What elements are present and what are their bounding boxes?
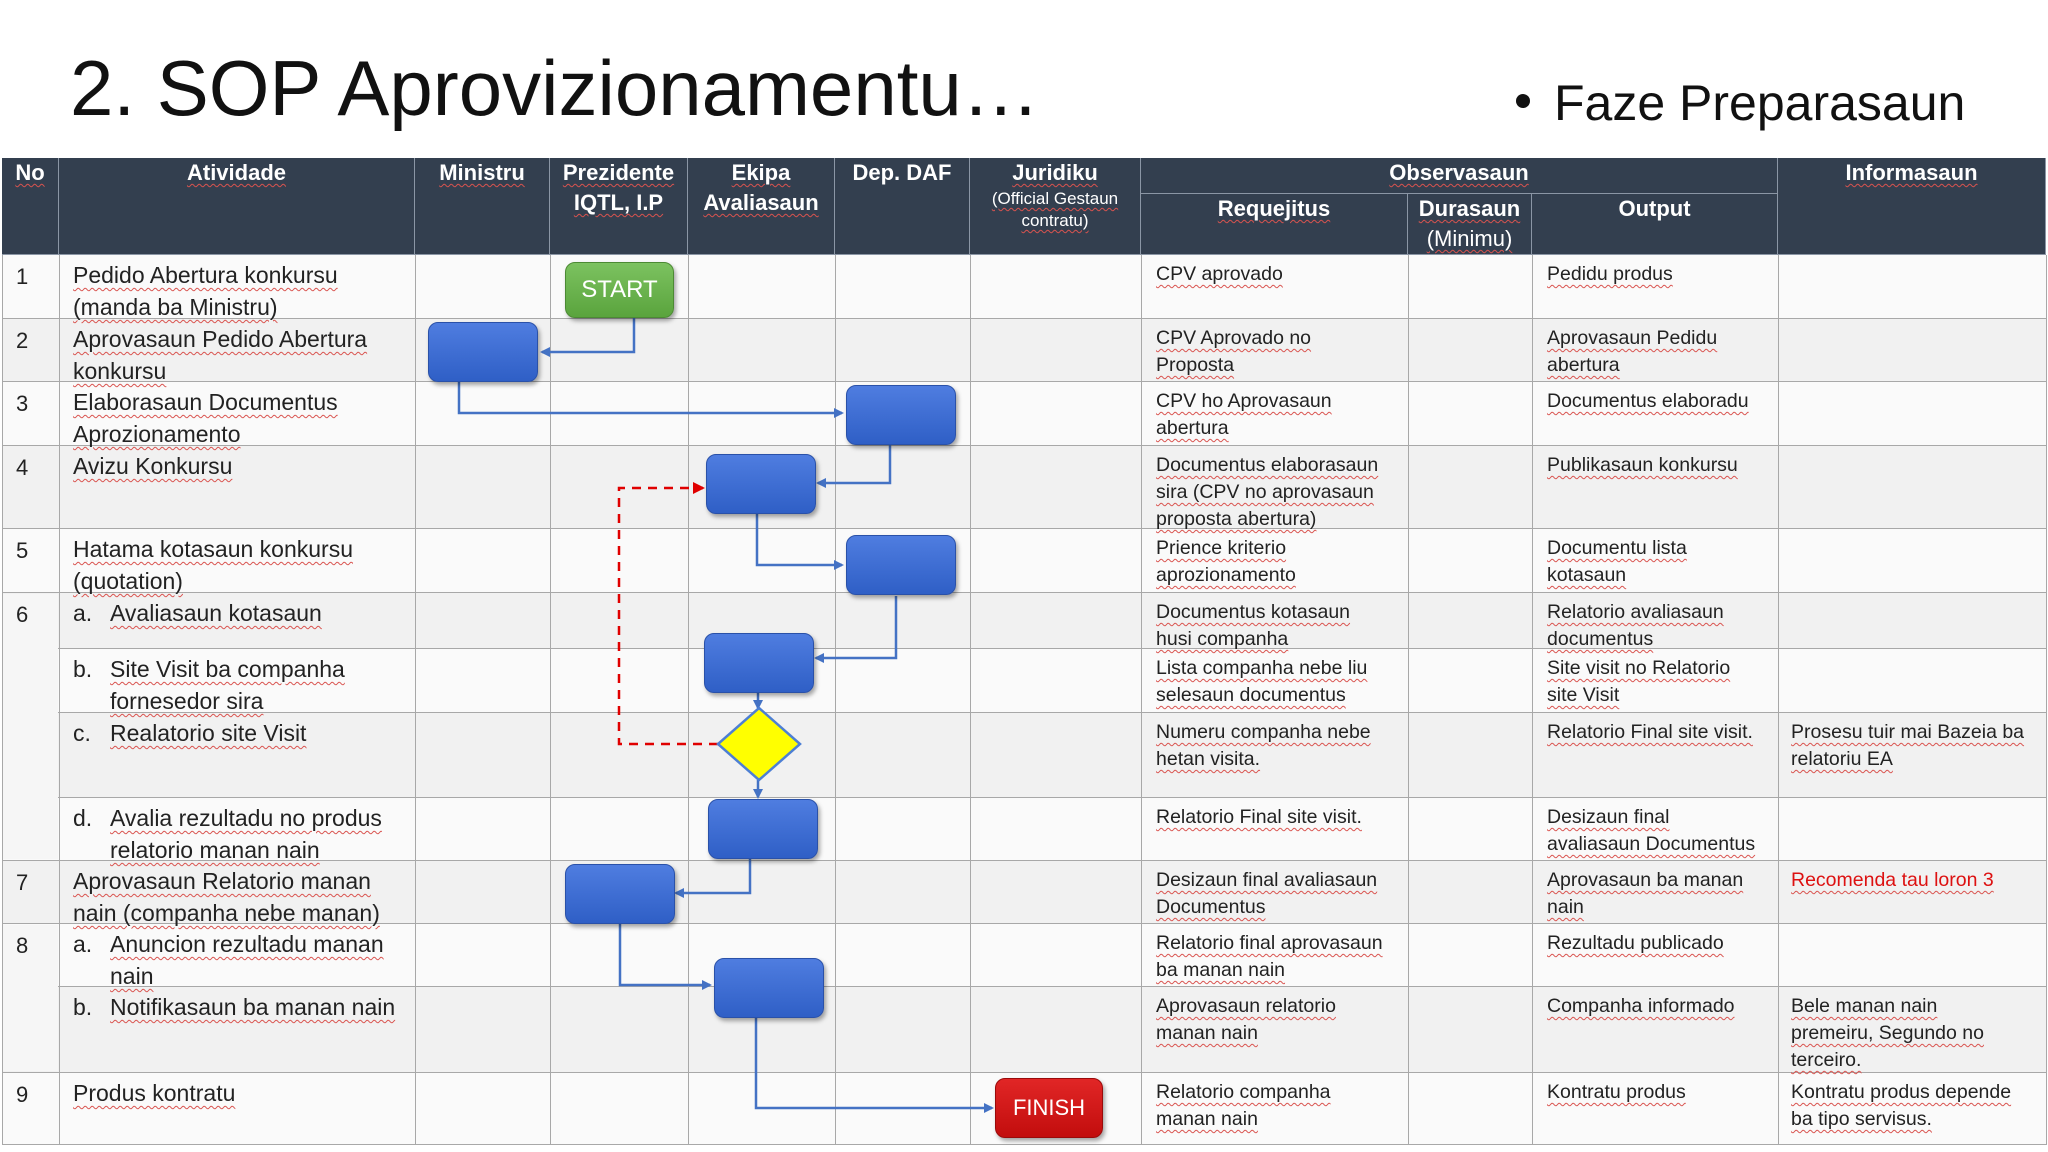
output-text bbox=[1547, 261, 1673, 288]
header-ministru bbox=[415, 158, 550, 255]
activity-text-line: Avaliasaun kotasaun bbox=[110, 600, 322, 626]
grid-line bbox=[2046, 255, 2047, 1145]
output-text bbox=[1547, 535, 1687, 589]
requejitus-text-line: aprozionamento bbox=[1156, 564, 1296, 586]
process-box-avaliasaun bbox=[704, 633, 814, 693]
finish-box: FINISH bbox=[995, 1078, 1103, 1138]
output-text bbox=[1547, 867, 1743, 921]
header-dep-daf bbox=[835, 158, 970, 255]
row-sub-index bbox=[73, 717, 91, 749]
activity-text-line: Pedido Abertura konkursu bbox=[73, 262, 338, 288]
output-text-line: Relatorio Final site visit. bbox=[1547, 721, 1753, 743]
activity-text-line: Site Visit ba companha bbox=[110, 656, 345, 682]
grid-line bbox=[59, 255, 60, 1145]
informasaun-text-line: Bele manan nain bbox=[1791, 995, 1938, 1017]
output-text-line: Companha informado bbox=[1547, 995, 1735, 1017]
output-text bbox=[1547, 655, 1730, 709]
row-number-line: 2 bbox=[16, 328, 29, 353]
requejitus-text bbox=[1156, 1079, 1331, 1133]
activity-text bbox=[110, 717, 306, 749]
row-number-line: 1 bbox=[16, 264, 29, 289]
row-number bbox=[16, 390, 28, 418]
output-text-line: avaliasaun Documentus bbox=[1547, 833, 1756, 855]
activity-text bbox=[73, 1077, 235, 1109]
process-box-hatama-kotasaun bbox=[846, 535, 956, 595]
informasaun-text-line: terceiro. bbox=[1791, 1049, 1862, 1071]
requejitus-text bbox=[1156, 452, 1378, 533]
row-sub-index bbox=[73, 991, 92, 1023]
activity-text-line: Aprozionamento bbox=[73, 421, 241, 447]
output-text-line: documentus bbox=[1547, 628, 1654, 650]
informasaun-text bbox=[1791, 1079, 2011, 1133]
process-box-aprovasaun-pedido bbox=[428, 322, 538, 382]
row-number-line: 3 bbox=[16, 391, 29, 416]
row-number-line: 7 bbox=[16, 870, 29, 895]
row-number bbox=[16, 454, 28, 482]
requejitus-text-line: manan nain bbox=[1156, 1108, 1258, 1130]
activity-text bbox=[73, 323, 367, 387]
requejitus-text-line: Proposta bbox=[1156, 354, 1235, 376]
requejitus-text bbox=[1156, 930, 1383, 984]
row-number bbox=[16, 537, 28, 565]
header-juridiku-label: Juridiku bbox=[1012, 160, 1098, 185]
header-durasaun-line2: (Minimu) bbox=[1426, 226, 1513, 251]
requejitus-text bbox=[1156, 993, 1336, 1047]
activity-text-line: Notifikasaun ba manan nain bbox=[110, 994, 396, 1020]
requejitus-text-line: Lista companha nebe liu bbox=[1156, 657, 1368, 679]
activity-text-line: nain (companha nebe manan) bbox=[73, 900, 380, 926]
activity-text-line: (manda ba Ministru) bbox=[73, 294, 278, 320]
header-dep-daf-label: Dep. DAF bbox=[852, 160, 952, 185]
output-text-line: Documentus elaboradu bbox=[1547, 390, 1749, 412]
informasaun-text bbox=[1791, 719, 2024, 773]
output-text-line: Aprovasaun ba manan bbox=[1547, 869, 1744, 891]
activity-text-line: Avalia rezultadu no produs bbox=[110, 805, 382, 831]
requejitus-text-line: Relatorio final aprovasaun bbox=[1156, 932, 1383, 954]
header-ekipa-line2: Avaliasaun bbox=[703, 190, 819, 215]
row-number-line: 4 bbox=[16, 455, 29, 480]
requejitus-text-line: selesaun documentus bbox=[1156, 684, 1346, 706]
activity-text-line: Realatorio site Visit bbox=[110, 720, 307, 746]
row-sub-index-line: a. bbox=[73, 600, 93, 626]
header-juridiku-sub: (Official Gestaun contratu) bbox=[991, 189, 1119, 230]
bullet-dot bbox=[1516, 94, 1530, 108]
row-number-line: 6 bbox=[16, 602, 29, 627]
requejitus-text-line: CPV Aprovado no bbox=[1156, 327, 1312, 349]
activity-text bbox=[110, 597, 322, 629]
header-no bbox=[2, 158, 59, 255]
requejitus-text-line: abertura bbox=[1156, 417, 1229, 439]
row-sub-index bbox=[73, 653, 92, 685]
grid-line bbox=[688, 255, 689, 1145]
row-sub-index bbox=[73, 802, 92, 834]
output-text bbox=[1547, 599, 1724, 653]
row-sub-index-line: a. bbox=[73, 931, 93, 957]
row-number bbox=[16, 601, 28, 629]
header-ekipa bbox=[688, 158, 835, 255]
output-text-line: Aprovasaun Pedidu bbox=[1547, 327, 1718, 349]
requejitus-text-line: Relatorio Final site visit. bbox=[1156, 806, 1362, 828]
requejitus-text bbox=[1156, 261, 1283, 288]
process-box-anunciu bbox=[714, 958, 824, 1018]
header-juridiku bbox=[970, 158, 1141, 255]
grid-line bbox=[550, 255, 551, 1145]
row-number-line: 9 bbox=[16, 1082, 29, 1107]
requejitus-text-line: Prience kriterio bbox=[1156, 537, 1287, 559]
requejitus-text bbox=[1156, 325, 1311, 379]
output-text-line: Documentu lista bbox=[1547, 537, 1687, 559]
output-text-line: site Visit bbox=[1547, 684, 1620, 706]
output-text-line: Relatorio avaliasaun bbox=[1547, 601, 1724, 623]
merged-number-cell bbox=[2, 925, 58, 1071]
requejitus-text-line: Desizaun final avaliasaun bbox=[1156, 869, 1378, 891]
row-sub-index-line: b. bbox=[73, 994, 93, 1020]
requejitus-text-line: proposta abertura) bbox=[1156, 508, 1317, 530]
slide-title: 2. SOP Aprovizionamentu… bbox=[70, 44, 1040, 132]
header-no-label: No bbox=[15, 160, 45, 185]
activity-text bbox=[73, 533, 353, 597]
process-box-avizu bbox=[706, 454, 816, 514]
grid-line bbox=[415, 255, 416, 1145]
requejitus-text bbox=[1156, 719, 1371, 773]
header-output bbox=[1532, 194, 1778, 255]
row-number bbox=[16, 263, 28, 291]
header-durasaun-line1: Durasaun bbox=[1418, 196, 1521, 221]
row-sub-index-line: b. bbox=[73, 656, 93, 682]
grid-line bbox=[835, 255, 836, 1145]
activity-text bbox=[73, 865, 380, 929]
requejitus-text-line: Documentus elaborasaun bbox=[1156, 454, 1379, 476]
header-durasaun bbox=[1408, 194, 1532, 255]
activity-text-line: Anuncion rezultadu manan bbox=[110, 931, 384, 957]
informasaun-text-line: ba tipo servisus. bbox=[1791, 1108, 1932, 1130]
row-number-line: 8 bbox=[16, 933, 29, 958]
activity-text-line: (quotation) bbox=[73, 568, 183, 594]
output-text bbox=[1547, 993, 1735, 1020]
row-number bbox=[16, 327, 28, 355]
requejitus-text bbox=[1156, 599, 1350, 653]
header-requejitus-label: Requejitus bbox=[1217, 196, 1331, 221]
activity-text bbox=[110, 928, 384, 992]
output-text-line: Site visit no Relatorio bbox=[1547, 657, 1731, 679]
activity-text-line: Elaborasaun Documentus bbox=[73, 389, 338, 415]
output-text bbox=[1547, 719, 1753, 746]
row-sub-index-line: c. bbox=[73, 720, 91, 746]
activity-text-line: konkursu bbox=[73, 358, 167, 384]
requejitus-text-line: Numeru companha nebe bbox=[1156, 721, 1371, 743]
requejitus-text-line: Documentus kotasaun bbox=[1156, 601, 1351, 623]
output-text-line: kotasaun bbox=[1547, 564, 1627, 586]
grid-line bbox=[1408, 255, 1409, 1145]
output-text-line: Publikasaun konkursu bbox=[1547, 454, 1738, 476]
informasaun-text bbox=[1791, 993, 1984, 1074]
header-prezidente bbox=[550, 158, 688, 255]
output-text bbox=[1547, 452, 1738, 479]
row-number-line: 5 bbox=[16, 538, 29, 563]
output-text bbox=[1547, 804, 1755, 858]
row-sub-index-line: d. bbox=[73, 805, 93, 831]
header-observasaun bbox=[1141, 158, 1778, 194]
requejitus-text bbox=[1156, 804, 1362, 831]
table-row bbox=[2, 446, 2046, 529]
grid-line bbox=[1532, 255, 1533, 1145]
requejitus-text-line: Relatorio companha bbox=[1156, 1081, 1331, 1103]
grid-line bbox=[2, 255, 3, 1145]
output-text bbox=[1547, 930, 1724, 957]
activity-text-line: Produs kontratu bbox=[73, 1080, 236, 1106]
requejitus-text-line: CPV aprovado bbox=[1156, 263, 1283, 285]
row-number bbox=[16, 1081, 28, 1109]
merged-number-cell bbox=[2, 594, 58, 859]
activity-text-line: fornesedor sira bbox=[110, 688, 264, 714]
activity-text-line: Hatama kotasaun konkursu bbox=[73, 536, 353, 562]
header-atividade-label: Atividade bbox=[186, 160, 287, 185]
activity-text-line: nain bbox=[110, 963, 154, 989]
header-atividade bbox=[59, 158, 415, 255]
requejitus-text-line: ba manan nain bbox=[1156, 959, 1286, 981]
informasaun-text-line: relatoriu EA bbox=[1791, 748, 1893, 770]
activity-text bbox=[73, 386, 338, 450]
output-text bbox=[1547, 388, 1749, 415]
row-number bbox=[16, 869, 28, 897]
activity-text bbox=[110, 653, 345, 717]
requejitus-text-line: CPV ho Aprovasaun bbox=[1156, 390, 1332, 412]
header-prezidente-line1: Prezidente bbox=[562, 160, 675, 185]
row-sub-index bbox=[73, 597, 92, 629]
requejitus-text-line: Documentus bbox=[1156, 896, 1266, 918]
activity-text bbox=[73, 259, 338, 323]
requejitus-text-line: sira (CPV no aprovasaun bbox=[1156, 481, 1374, 503]
requejitus-text bbox=[1156, 388, 1332, 442]
start-box: START bbox=[565, 262, 674, 318]
row-number bbox=[16, 932, 28, 960]
header-ministru-label: Ministru bbox=[439, 160, 525, 185]
slide-bullet bbox=[1516, 72, 1965, 134]
activity-text-line: Aprovasaun Relatorio manan bbox=[73, 868, 371, 894]
row-sub-index bbox=[73, 928, 92, 960]
bullet-text: Faze Preparasaun bbox=[1554, 75, 1966, 131]
requejitus-text bbox=[1156, 535, 1296, 589]
header-prezidente-line2: IQTL, I.P bbox=[573, 190, 664, 215]
activity-text bbox=[110, 802, 382, 866]
requejitus-text-line: manan nain bbox=[1156, 1022, 1258, 1044]
header-requejitus bbox=[1141, 194, 1408, 255]
output-text-line: nain bbox=[1547, 896, 1584, 918]
grid-line bbox=[1778, 255, 1779, 1145]
process-box-avalia-rezultadu bbox=[708, 799, 818, 859]
output-text-line: Desizaun final bbox=[1547, 806, 1670, 828]
header-observasaun-label: Observasaun bbox=[1389, 160, 1529, 185]
activity-text-line: Aprovasaun Pedido Abertura bbox=[73, 326, 368, 352]
header-ekipa-line1: Ekipa bbox=[731, 160, 791, 185]
output-text-line: Kontratu produs bbox=[1547, 1081, 1686, 1103]
output-text bbox=[1547, 325, 1717, 379]
informasaun-text-line: Prosesu tuir mai Bazeia ba bbox=[1791, 721, 2025, 743]
requejitus-text-line: husi companha bbox=[1156, 628, 1289, 650]
output-text-line: Rezultadu publicado bbox=[1547, 932, 1724, 954]
activity-text-line: relatorio manan nain bbox=[110, 837, 320, 863]
activity-text bbox=[73, 450, 232, 482]
activity-text bbox=[110, 991, 395, 1023]
grid-line bbox=[970, 255, 971, 1145]
header-output-label: Output bbox=[1618, 196, 1691, 221]
output-text bbox=[1547, 1079, 1686, 1106]
informasaun-text bbox=[1791, 867, 1994, 894]
informasaun-text-line: premeiru, Segundo no bbox=[1791, 1022, 1984, 1044]
grid-line bbox=[1141, 255, 1142, 1145]
output-text-line: abertura bbox=[1547, 354, 1620, 376]
informasaun-text-line: Kontratu produs depende bbox=[1791, 1081, 2012, 1103]
process-box-aprovasaun-relatorio bbox=[565, 864, 675, 924]
requejitus-text-line: Aprovasaun relatorio bbox=[1156, 995, 1336, 1017]
process-box-elaborasaun bbox=[846, 385, 956, 445]
requejitus-text bbox=[1156, 655, 1367, 709]
requejitus-text-line: hetan visita. bbox=[1156, 748, 1261, 770]
header-informasaun bbox=[1778, 158, 2046, 255]
informasaun-text-line: Recomenda tau loron 3 bbox=[1791, 869, 1994, 891]
activity-text-line: Avizu Konkursu bbox=[73, 453, 233, 479]
requejitus-text bbox=[1156, 867, 1377, 921]
output-text-line: Pedidu produs bbox=[1547, 263, 1673, 285]
header-informasaun-label: Informasaun bbox=[1845, 160, 1978, 185]
